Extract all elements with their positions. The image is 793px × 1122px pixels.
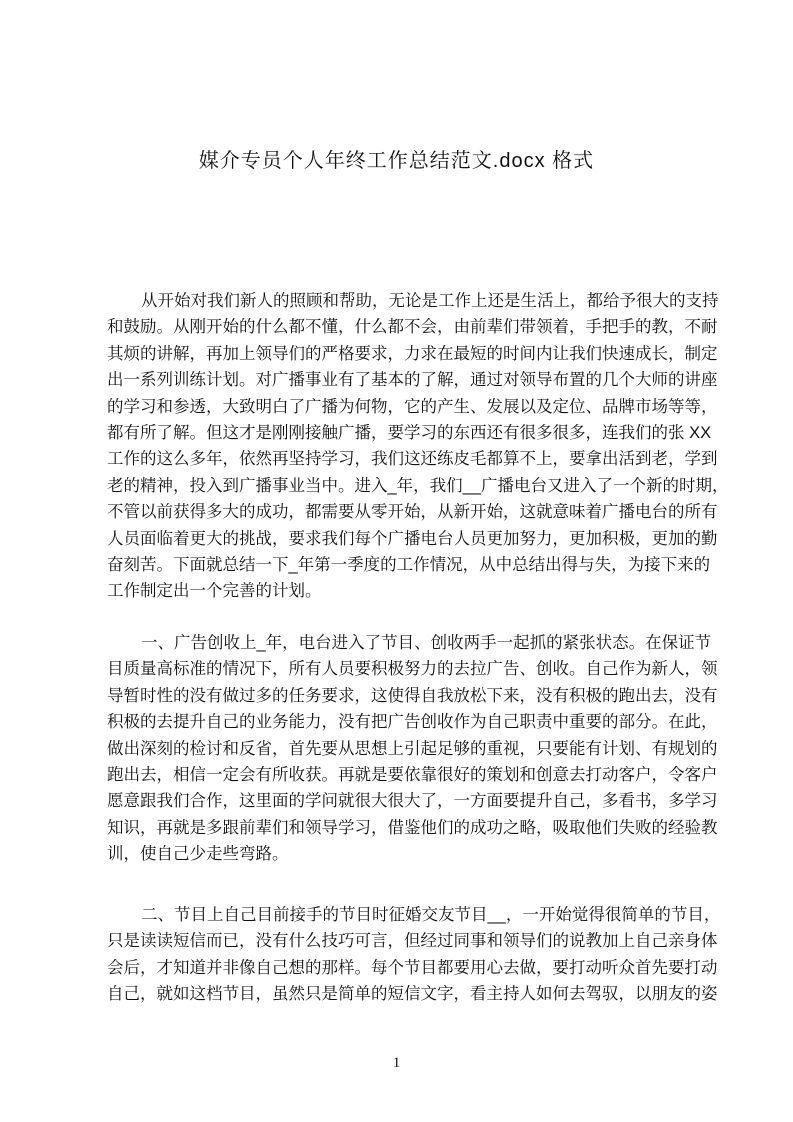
text-line: 会后，才知道并非像自己想的那样。每个节目都要用心去做，要打动听众首先要打动 [107, 958, 718, 977]
document-title: 媒介专员个人年终工作总结范文.docx 格式 [198, 150, 595, 172]
text-line: 出一系列训练计划。对广播事业有了基本的了解，通过对领导布置的几个大师的讲座 [107, 371, 718, 390]
paragraph-advertising [107, 630, 718, 868]
text-line: 做出深刻的检讨和反省，首先要从思想上引起足够的重视，只要能有计划、有规划的 [107, 739, 718, 758]
paragraph-programs [107, 902, 721, 1008]
text-line: 积极的去提升自己的业务能力，没有把广告创收作为自己职责中重要的部分。在此， [107, 713, 718, 732]
text-line: 工作的这么多年，依然再坚持学习，我们这还练皮毛都算不上，要拿出活到老，学到 [107, 450, 718, 469]
text-line: 其烦的讲解，再加上领导们的严格要求，力求在最短的时间内让我们快速成长，制定 [107, 344, 718, 363]
text-line: 一、广告创收上_年，电台进入了节目、创收两手一起抓的紧张状态。在保证节 [141, 634, 712, 652]
text-line: 的学习和参透，大致明白了广播为何物，它的产生、发展以及定位、品牌市场等等， [107, 397, 718, 416]
text-line: 导暂时性的没有做过多的任务要求，这使得自我放松下来，没有积极的跑出去，没有 [107, 686, 718, 705]
text-line: 奋刻苦。下面就总结一下_年第一季度的工作情况，从中总结出得与失，为接下来的 [107, 555, 711, 574]
text-line: 自己，就如这档节目，虽然只是简单的短信文字，看主持人如何去驾驭，以朋友的姿 [107, 985, 718, 1004]
text-line: 知识，再就是多跟前辈们和领导学习，借鉴他们的成功之略，吸取他们失败的经验教 [107, 818, 718, 837]
text-line: 目质量高标准的情况下，所有人员要积极努力的去拉广告、创收。自己作为新人，领 [107, 660, 718, 679]
text-line: 工作制定出一个完善的计划。 [107, 582, 322, 601]
text-line: 训，使自己少走些弯路。 [107, 845, 289, 864]
text-line: 不管以前获得多大的成功，都需要从零开始，从新开始，这就意味着广播电台的所有 [107, 503, 718, 522]
text-line: 人员面临着更大的挑战，要求我们每个广播电台人员更加努力，更加积极，更加的勤 [107, 529, 718, 548]
text-line: 跑出去，相信一定会有所收获。再就是要依靠很好的策划和创意去打动客户，令客户 [107, 765, 718, 784]
text-line: 和鼓励。从刚开始的什么都不懂，什么都不会，由前辈们带领着，手把手的教，不耐 [107, 318, 718, 337]
text-line: 愿意跟我们合作，这里面的学问就很大很大了，一方面要提升自己，多看书，多学习 [107, 792, 718, 811]
text-line: 老的精神，投入到广播事业当中。进入_年，我们__广播电台又进入了一个新的时期， [107, 476, 729, 495]
text-line: 二、节目上自己目前接手的节目时征婚交友节目__，一开始觉得很简单的节目， [141, 906, 721, 924]
page-number: 1 [392, 1055, 401, 1071]
text-line: 从开始对我们新人的照顾和帮助，无论是工作上还是生活上，都给予很大的支持 [141, 292, 719, 310]
text-line: 只是读读短信而已，没有什么技巧可言，但经过同事和领导们的说教加上自己亲身体 [107, 932, 718, 951]
text-line: 都有所了解。但这才是刚刚接触广播，要学习的东西还有很多很多，连我们的张 XX [107, 423, 712, 442]
paragraph-intro [107, 288, 729, 605]
